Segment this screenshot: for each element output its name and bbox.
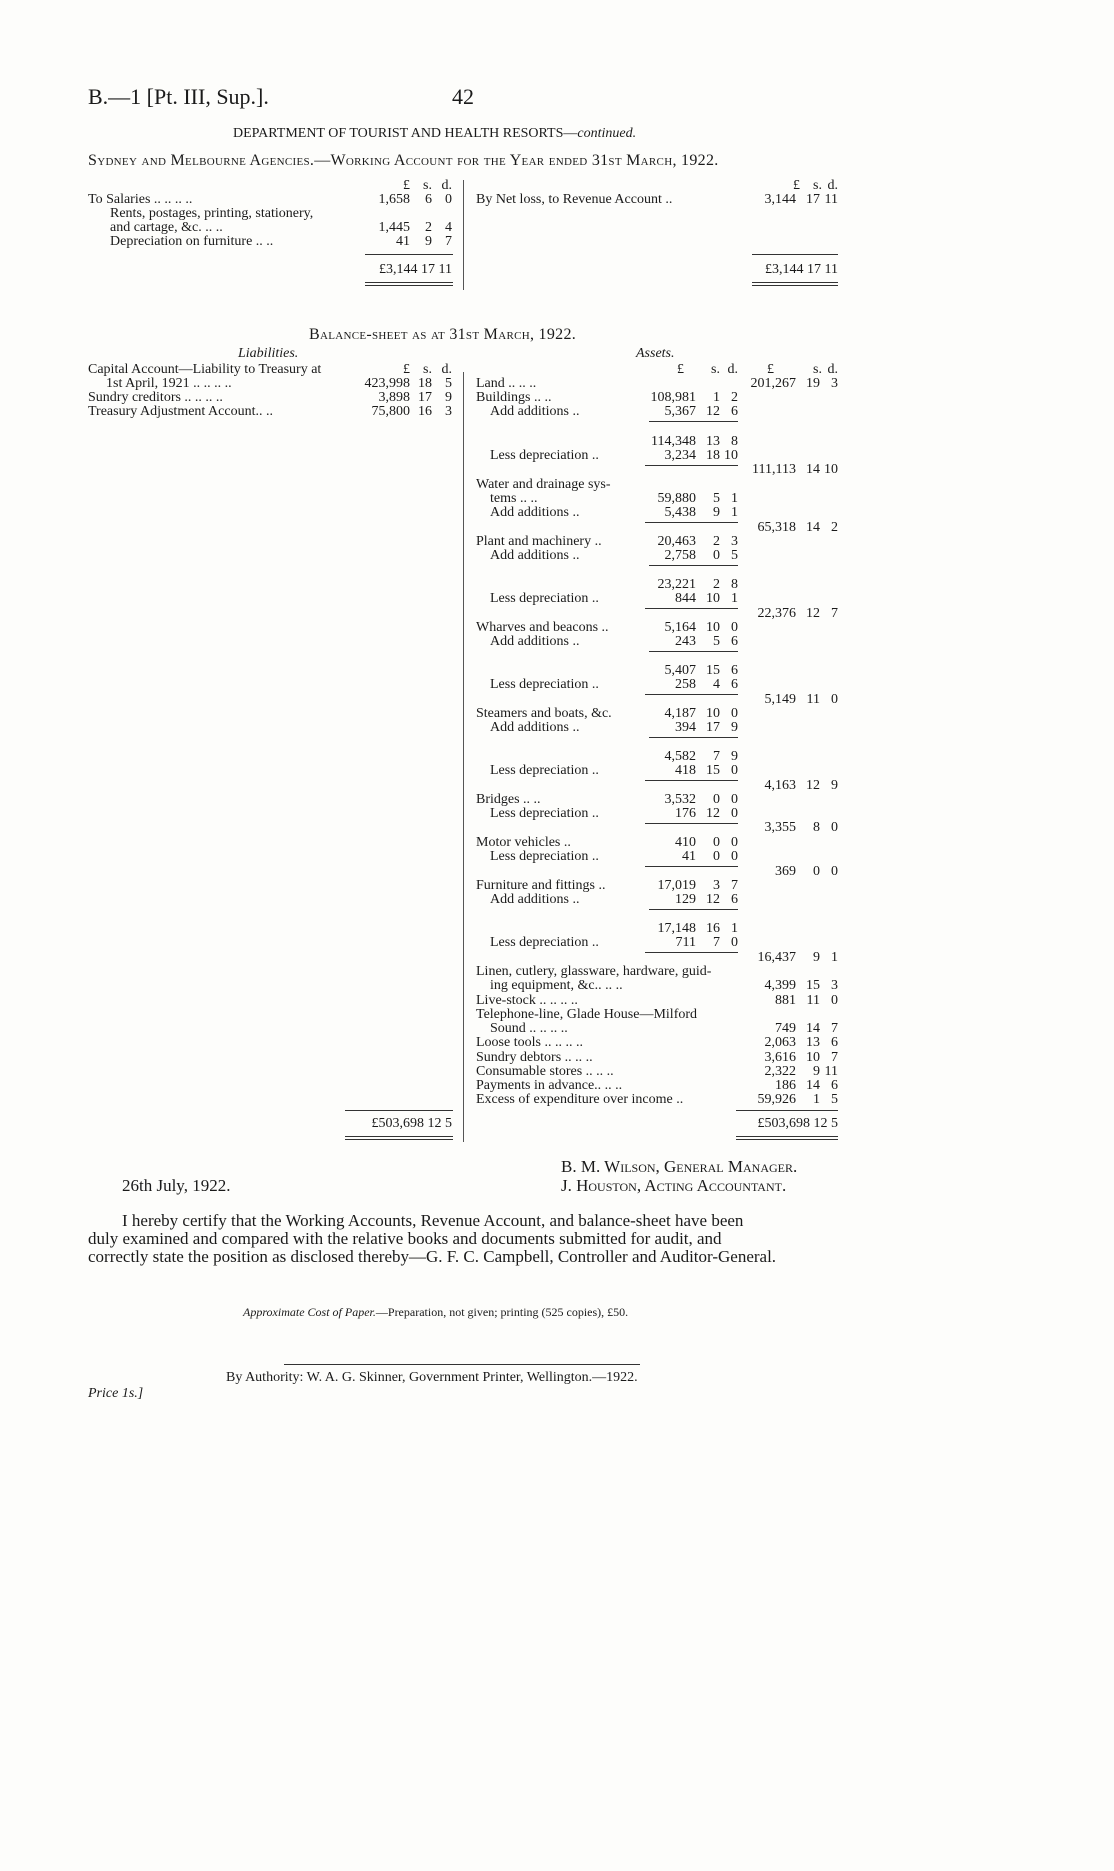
asset-sub-pence: 6 xyxy=(731,663,738,678)
asset-pence: 0 xyxy=(831,993,838,1008)
assets-col-pence-inner: d. xyxy=(727,362,738,377)
wa-debit-shillings: 9 xyxy=(425,234,432,249)
asset-sub-shillings: 18 xyxy=(706,448,720,463)
asset-pounds: 3,355 xyxy=(764,820,796,835)
asset-sub-pounds: 41 xyxy=(682,849,696,864)
asset-sub-pence: 0 xyxy=(731,763,738,778)
liability-pence: 3 xyxy=(445,404,452,419)
asset-sub-pounds: 5,438 xyxy=(664,505,696,520)
asset-sub-shillings: 0 xyxy=(713,835,720,850)
asset-sub-shillings: 10 xyxy=(706,706,720,721)
wa-credit-label: By Net loss, to Revenue Account .. xyxy=(476,192,673,207)
wa-debit-pounds: 41 xyxy=(396,234,410,249)
asset-sub-pence: 0 xyxy=(731,849,738,864)
asset-pounds: 881 xyxy=(775,993,796,1008)
balance-sheet-title: Balance-sheet as at 31st March, 1922. xyxy=(309,326,577,343)
asset-sub-pounds: 129 xyxy=(675,892,696,907)
asset-sub-shillings: 2 xyxy=(713,577,720,592)
asset-label: Add additions .. xyxy=(490,892,580,907)
wa-debit-double-rule-1 xyxy=(365,282,453,283)
asset-sub-pounds: 176 xyxy=(675,806,696,821)
asset-shillings: 15 xyxy=(806,978,820,993)
asset-sub-pounds: 108,981 xyxy=(650,390,696,405)
asset-sub-pence: 6 xyxy=(731,404,738,419)
asset-label: tems .. .. xyxy=(490,491,538,506)
asset-sub-pence: 8 xyxy=(731,434,738,449)
asset-sub-pounds: 394 xyxy=(675,720,696,735)
asset-label: Less depreciation .. xyxy=(490,763,599,778)
asset-label: Buildings .. .. xyxy=(476,390,552,405)
asset-sub-pence: 1 xyxy=(731,921,738,936)
asset-pounds: 22,376 xyxy=(757,606,796,621)
asset-sub-pence: 0 xyxy=(731,620,738,635)
wa-col-pence-cr: d. xyxy=(827,178,838,193)
asset-subtotal-rule xyxy=(649,651,738,652)
asset-sub-shillings: 15 xyxy=(706,663,720,678)
asset-subtotal-rule xyxy=(649,737,738,738)
asset-shillings: 0 xyxy=(813,864,820,879)
liability-shillings: 18 xyxy=(418,376,432,391)
liability-pence: 5 xyxy=(445,376,452,391)
asset-pence: 0 xyxy=(831,820,838,835)
asset-pence: 7 xyxy=(831,606,838,621)
wa-col-pence: d. xyxy=(441,178,452,193)
asset-sub-pence: 0 xyxy=(731,835,738,850)
department-title xyxy=(233,126,636,142)
liability-pence: 9 xyxy=(445,390,452,405)
asset-pence: 2 xyxy=(831,520,838,535)
asset-sub-pence: 0 xyxy=(731,792,738,807)
asset-label: Add additions .. xyxy=(490,720,580,735)
asset-sub-pence: 3 xyxy=(731,534,738,549)
asset-pounds: 749 xyxy=(775,1021,796,1036)
asset-pence: 5 xyxy=(831,1092,838,1107)
wa-debit-shillings: 6 xyxy=(425,192,432,207)
asset-label: Less depreciation .. xyxy=(490,935,599,950)
asset-label: Sound .. .. .. .. xyxy=(490,1021,568,1036)
asset-pounds: 4,399 xyxy=(764,978,796,993)
asset-shillings: 9 xyxy=(813,950,820,965)
asset-pounds: 65,318 xyxy=(757,520,796,535)
asset-pounds: 3,616 xyxy=(764,1050,796,1065)
signature-date: 26th July, 1922. xyxy=(122,1176,231,1195)
certificate-line-1: I hereby certify that the Working Accounts, Revenue Account, and balance-sheet have been xyxy=(122,1211,744,1230)
signature-accountant: J. Houston, Acting Accountant. xyxy=(561,1176,787,1195)
asset-label: Sundry debtors .. .. .. xyxy=(476,1050,593,1065)
asset-sub-pence: 0 xyxy=(731,706,738,721)
asset-pence: 6 xyxy=(831,1035,838,1050)
asset-sub-pounds: 418 xyxy=(675,763,696,778)
asset-label: Loose tools .. .. .. .. xyxy=(476,1035,583,1050)
certificate-line-2: duly examined and compared with the relative books and documents submitted for audit, and xyxy=(88,1229,722,1248)
asset-label: Linen, cutlery, glassware, hardware, guid- xyxy=(476,964,712,979)
asset-sub-pence: 7 xyxy=(731,878,738,893)
working-account-divider xyxy=(463,180,464,290)
asset-shillings: 11 xyxy=(806,993,820,1008)
asset-label: Payments in advance.. .. .. xyxy=(476,1078,623,1093)
asset-shillings: 13 xyxy=(806,1035,820,1050)
asset-subtotal-rule xyxy=(645,952,738,953)
asset-sub-pounds: 5,367 xyxy=(664,404,696,419)
cost-note xyxy=(243,1305,628,1320)
asset-sub-shillings: 13 xyxy=(706,434,720,449)
asset-subtotal-rule xyxy=(645,522,738,523)
liability-label: Sundry creditors .. .. .. .. xyxy=(88,390,223,405)
asset-sub-pounds: 114,348 xyxy=(651,434,696,449)
asset-pounds: 2,322 xyxy=(764,1064,796,1079)
liability-label: Treasury Adjustment Account.. .. xyxy=(88,404,273,419)
asset-sub-shillings: 1 xyxy=(713,390,720,405)
wa-credit-total: £3,144 17 11 xyxy=(765,262,838,277)
asset-shillings: 10 xyxy=(806,1050,820,1065)
asset-label: Less depreciation .. xyxy=(490,591,599,606)
asset-pence: 11 xyxy=(824,1064,838,1079)
asset-shillings: 11 xyxy=(806,692,820,707)
wa-col-pound-cr: £ xyxy=(793,178,800,193)
asset-sub-pounds: 17,019 xyxy=(657,878,696,893)
assets-col-shilling-inner: s. xyxy=(711,362,720,377)
asset-shillings: 14 xyxy=(806,1078,820,1093)
asset-sub-shillings: 0 xyxy=(713,548,720,563)
asset-label: Bridges .. .. xyxy=(476,792,541,807)
asset-sub-pence: 0 xyxy=(731,806,738,821)
assets-col-pound: £ xyxy=(767,362,774,377)
asset-pounds: 111,113 xyxy=(752,462,796,477)
asset-label: Add additions .. xyxy=(490,634,580,649)
page-reference: B.—1 [Pt. III, Sup.]. xyxy=(88,84,269,109)
asset-subtotal-rule xyxy=(645,823,738,824)
liability-pounds: 423,998 xyxy=(364,376,410,391)
liability-pounds: £ xyxy=(403,362,410,377)
wa-debit-shillings: 2 xyxy=(425,220,432,235)
asset-sub-shillings: 12 xyxy=(706,806,720,821)
working-account-title: Sydney and Melbourne Agencies.—Working Account for the Year ended 31st March, 1922. xyxy=(88,152,719,169)
liabilities-heading: Liabilities. xyxy=(238,346,299,361)
asset-label: ing equipment, &c.. .. .. xyxy=(490,978,623,993)
asset-label: Wharves and beacons .. xyxy=(476,620,609,635)
asset-pence: 10 xyxy=(824,462,838,477)
asset-sub-shillings: 5 xyxy=(713,634,720,649)
asset-label: Excess of expenditure over income .. xyxy=(476,1092,684,1107)
asset-pounds: 16,437 xyxy=(757,950,796,965)
asset-pounds: 4,163 xyxy=(764,778,796,793)
asset-sub-pounds: 20,463 xyxy=(657,534,696,549)
asset-sub-pence: 1 xyxy=(731,505,738,520)
asset-sub-pounds: 17,148 xyxy=(657,921,696,936)
asset-sub-pence: 6 xyxy=(731,634,738,649)
liabilities-total-rule xyxy=(345,1110,453,1111)
assets-total-rule xyxy=(736,1110,838,1111)
asset-pounds: 186 xyxy=(775,1078,796,1093)
asset-sub-pounds: 5,407 xyxy=(664,663,696,678)
asset-sub-pounds: 2,758 xyxy=(664,548,696,563)
asset-label: Telephone-line, Glade House—Milford xyxy=(476,1007,698,1022)
asset-sub-shillings: 7 xyxy=(713,935,720,950)
asset-label: Land .. .. .. xyxy=(476,376,537,391)
asset-pounds: 201,267 xyxy=(750,376,796,391)
asset-sub-pence: 5 xyxy=(731,548,738,563)
asset-subtotal-rule xyxy=(645,465,738,466)
asset-shillings: 8 xyxy=(813,820,820,835)
liabilities-total: £503,698 12 5 xyxy=(371,1116,452,1131)
wa-debit-label: Rents, postages, printing, stationery, xyxy=(110,206,314,221)
asset-sub-shillings: 0 xyxy=(713,849,720,864)
asset-sub-pence: 1 xyxy=(731,591,738,606)
wa-debit-pence: 0 xyxy=(445,192,452,207)
asset-sub-shillings: 9 xyxy=(713,505,720,520)
asset-subtotal-rule xyxy=(649,565,738,566)
wa-debit-label: To Salaries .. .. .. .. xyxy=(88,192,193,207)
asset-label: Motor vehicles .. xyxy=(476,835,571,850)
asset-pence: 3 xyxy=(831,376,838,391)
page-number: 42 xyxy=(452,84,474,109)
asset-sub-pence: 9 xyxy=(731,749,738,764)
wa-debit-label: and cartage, &c. .. .. xyxy=(110,220,223,235)
cost-label: Approximate Cost of Paper. xyxy=(243,1305,376,1319)
assets-heading: Assets. xyxy=(636,346,675,361)
asset-label: Furniture and fittings .. xyxy=(476,878,606,893)
asset-pence: 7 xyxy=(831,1021,838,1036)
liability-label: Capital Account—Liability to Treasury at xyxy=(88,362,322,377)
asset-sub-pounds: 711 xyxy=(675,935,696,950)
assets-double-rule-2 xyxy=(736,1139,838,1140)
asset-pounds: 59,926 xyxy=(757,1092,796,1107)
wa-debit-pence: 4 xyxy=(445,220,452,235)
asset-subtotal-rule xyxy=(645,780,738,781)
asset-label: Steamers and boats, &c. xyxy=(476,706,612,721)
asset-label: Water and drainage sys- xyxy=(476,477,611,492)
asset-pence: 9 xyxy=(831,778,838,793)
asset-shillings: 12 xyxy=(806,606,820,621)
asset-shillings: 12 xyxy=(806,778,820,793)
asset-sub-shillings: 4 xyxy=(713,677,720,692)
liability-pence: d. xyxy=(441,362,452,377)
printer-authority: By Authority: W. A. G. Skinner, Government Printer, Wellington.—1922. xyxy=(226,1370,638,1385)
wa-col-shilling: s. xyxy=(423,178,432,193)
liability-label: 1st April, 1921 .. .. .. .. xyxy=(106,376,232,391)
liability-shillings: 17 xyxy=(418,390,432,405)
asset-sub-pounds: 243 xyxy=(675,634,696,649)
wa-debit-total: £3,144 17 11 xyxy=(379,262,452,277)
assets-double-rule-1 xyxy=(736,1136,838,1137)
wa-credit-shillings: 17 xyxy=(806,192,820,207)
asset-sub-shillings: 5 xyxy=(713,491,720,506)
asset-pence: 7 xyxy=(831,1050,838,1065)
department-name: DEPARTMENT OF TOURIST AND HEALTH RESORTS— xyxy=(233,126,578,141)
asset-sub-pounds: 3,234 xyxy=(664,448,696,463)
asset-sub-pence: 8 xyxy=(731,577,738,592)
asset-label: Less depreciation .. xyxy=(490,677,599,692)
asset-shillings: 1 xyxy=(813,1092,820,1107)
asset-sub-pence: 6 xyxy=(731,892,738,907)
liabilities-double-rule-2 xyxy=(345,1139,453,1140)
assets-col-shilling: s. xyxy=(813,362,822,377)
balance-sheet-divider xyxy=(463,372,464,1142)
asset-sub-pence: 10 xyxy=(724,448,738,463)
asset-sub-shillings: 3 xyxy=(713,878,720,893)
liabilities-double-rule-1 xyxy=(345,1136,453,1137)
asset-shillings: 9 xyxy=(813,1064,820,1079)
asset-subtotal-rule xyxy=(649,421,738,422)
price-note: Price 1s.] xyxy=(88,1386,144,1401)
asset-label: Add additions .. xyxy=(490,404,580,419)
asset-label: Live-stock .. .. .. .. xyxy=(476,993,578,1008)
asset-sub-pounds: 4,187 xyxy=(664,706,696,721)
asset-label: Plant and machinery .. xyxy=(476,534,602,549)
asset-pence: 6 xyxy=(831,1078,838,1093)
asset-sub-pence: 2 xyxy=(731,390,738,405)
asset-sub-shillings: 12 xyxy=(706,404,720,419)
asset-label: Less depreciation .. xyxy=(490,849,599,864)
wa-debit-total-rule xyxy=(365,254,453,255)
asset-sub-pence: 6 xyxy=(731,677,738,692)
asset-sub-shillings: 17 xyxy=(706,720,720,735)
asset-shillings: 14 xyxy=(806,462,820,477)
asset-sub-shillings: 2 xyxy=(713,534,720,549)
assets-col-pence: d. xyxy=(827,362,838,377)
asset-sub-shillings: 16 xyxy=(706,921,720,936)
wa-credit-double-rule-2 xyxy=(752,285,838,286)
assets-col-pound-inner: £ xyxy=(677,362,684,377)
certificate-line-3: correctly state the position as disclosed thereby—G. F. C. Campbell, Controller and Auditor-General. xyxy=(88,1247,777,1266)
asset-label: Less depreciation .. xyxy=(490,806,599,821)
liability-pounds: 3,898 xyxy=(378,390,410,405)
wa-credit-pence: 11 xyxy=(824,192,838,207)
wa-credit-pounds: 3,144 xyxy=(764,192,796,207)
asset-sub-shillings: 0 xyxy=(713,792,720,807)
asset-sub-shillings: 15 xyxy=(706,763,720,778)
asset-sub-pence: 1 xyxy=(731,491,738,506)
asset-sub-pounds: 410 xyxy=(675,835,696,850)
asset-sub-shillings: 10 xyxy=(706,591,720,606)
signature-manager: B. M. Wilson, General Manager. xyxy=(561,1157,798,1176)
wa-col-pound: £ xyxy=(403,178,410,193)
wa-debit-double-rule-2 xyxy=(365,285,453,286)
asset-sub-shillings: 12 xyxy=(706,892,720,907)
wa-credit-total-rule xyxy=(752,254,838,255)
asset-subtotal-rule xyxy=(645,694,738,695)
asset-sub-shillings: 7 xyxy=(713,749,720,764)
wa-credit-double-rule-1 xyxy=(752,282,838,283)
wa-debit-pounds: 1,658 xyxy=(378,192,410,207)
wa-debit-pounds: 1,445 xyxy=(378,220,410,235)
asset-subtotal-rule xyxy=(649,909,738,910)
asset-sub-pounds: 23,221 xyxy=(657,577,696,592)
asset-shillings: 19 xyxy=(806,376,820,391)
liability-shillings: s. xyxy=(423,362,432,377)
wa-debit-label: Depreciation on furniture .. .. xyxy=(110,234,274,249)
asset-pence: 0 xyxy=(831,864,838,879)
asset-pence: 1 xyxy=(831,950,838,965)
asset-pounds: 369 xyxy=(775,864,796,879)
liability-pounds: 75,800 xyxy=(371,404,410,419)
asset-shillings: 14 xyxy=(806,1021,820,1036)
asset-sub-pence: 9 xyxy=(731,720,738,735)
asset-pence: 0 xyxy=(831,692,838,707)
asset-sub-pounds: 5,164 xyxy=(664,620,696,635)
asset-label: Consumable stores .. .. .. xyxy=(476,1064,614,1079)
asset-label: Less depreciation .. xyxy=(490,448,599,463)
asset-pounds: 5,149 xyxy=(764,692,796,707)
assets-total: £503,698 12 5 xyxy=(757,1116,838,1131)
asset-sub-shillings: 10 xyxy=(706,620,720,635)
continued-label: continued. xyxy=(577,126,637,141)
wa-col-shilling-cr: s. xyxy=(813,178,822,193)
asset-sub-pounds: 258 xyxy=(675,677,696,692)
asset-sub-pounds: 4,582 xyxy=(664,749,696,764)
footer-rule xyxy=(284,1364,640,1365)
asset-shillings: 14 xyxy=(806,520,820,535)
asset-label: Add additions .. xyxy=(490,548,580,563)
asset-pounds: 2,063 xyxy=(764,1035,796,1050)
asset-sub-pence: 0 xyxy=(731,935,738,950)
asset-sub-pounds: 3,532 xyxy=(664,792,696,807)
cost-text: —Preparation, not given; printing (525 copies), £50. xyxy=(375,1305,629,1319)
asset-pence: 3 xyxy=(831,978,838,993)
liability-shillings: 16 xyxy=(418,404,432,419)
asset-label: Add additions .. xyxy=(490,505,580,520)
asset-sub-pounds: 844 xyxy=(675,591,696,606)
asset-sub-pounds: 59,880 xyxy=(657,491,696,506)
asset-subtotal-rule xyxy=(645,608,738,609)
asset-subtotal-rule xyxy=(645,866,738,867)
wa-debit-pence: 7 xyxy=(445,234,452,249)
